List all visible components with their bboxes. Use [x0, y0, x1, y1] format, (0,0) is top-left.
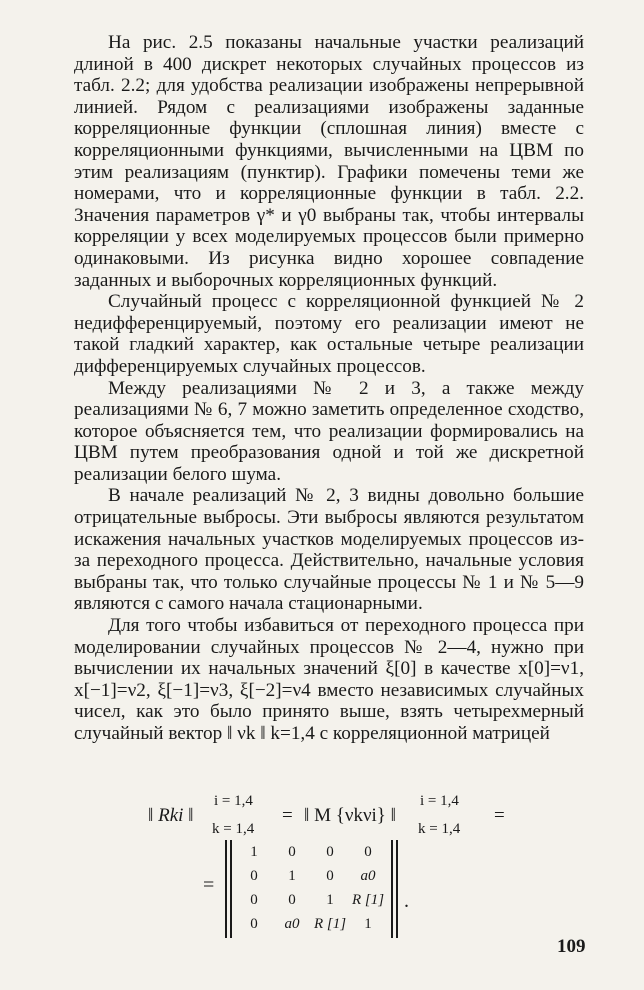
formula-rhs: ‖ M {νkνi} ‖ [304, 805, 397, 826]
formula-index-i-1: i = 1,4 [214, 793, 253, 809]
matrix-left-bar-1 [225, 840, 227, 938]
formula-index-k-1: k = 1,4 [212, 821, 255, 837]
paragraph-2: Случайный процесс с корреляционной функцией № 2 недифференцируемый, поэтому его реализации имеют не такой гладкий характер, как остальные четыре реализации дифференцируемых случайных процессов. [74, 291, 584, 377]
matrix-cell: 0 [326, 867, 334, 884]
formula-equals-2: = [494, 805, 505, 826]
matrix-cell: 1 [326, 891, 334, 908]
matrix-row [235, 864, 387, 888]
matrix-cell: 0 [326, 843, 334, 860]
matrix-cell: 0 [250, 915, 258, 932]
matrix-equals: = [203, 874, 215, 896]
matrix-cell: 1 [288, 867, 296, 884]
page-body [74, 32, 584, 745]
matrix-cell: R [1] [313, 915, 347, 932]
matrix-right-bar-1 [391, 840, 393, 938]
matrix-table [235, 840, 387, 936]
matrix-cell: 0 [288, 843, 296, 860]
matrix-cell: 0 [288, 891, 296, 908]
matrix-cell: 1 [364, 915, 372, 932]
paragraph-4: В начале реализаций № 2, 3 видны довольно большие отрицательные выбросы. Эти выбросы являются результатом искажения начальных участков моделируемых процессов из-за переходного процесса. Действительно, начальные условия выбраны так, что только случайные процессы № 1 и № 5—9 являются с самого начала стационарными. [74, 485, 584, 615]
matrix-cell: a0 [284, 915, 300, 932]
formula-index-k-2: k = 1,4 [418, 821, 461, 837]
formula-equals-1: = [282, 805, 293, 826]
matrix-cell: 0 [250, 891, 258, 908]
matrix-row [235, 840, 387, 864]
matrix-cell: 1 [250, 843, 258, 860]
page-number: 109 [557, 936, 586, 957]
paragraph-1: На рис. 2.5 показаны начальные участки реализаций длиной в 400 дискрет некоторых случайных процессов из табл. 2.2; для удобства реализации изображены непрерывной линией. Рядом с реализациями изображены заданные корреляционные функции (сплошная линия) вместе с корреляционными функциями, вычисленными на ЦВМ по этим реализациям (пунктир). Графики помечены теми же номерами, что и корреляционные функции в табл. 2.2. Значения параметров γ* и γ0 выбраны так, чтобы интервалы корреляции у всех моделируемых процессов были примерно одинаковыми. Из рисунка видно хорошее совпадение заданных и выборочных корреляционных функций. [74, 32, 584, 291]
matrix-cell: R [1] [351, 891, 385, 908]
correlation-matrix [203, 840, 418, 940]
matrix-cell: 0 [250, 867, 258, 884]
matrix-row [235, 888, 387, 912]
matrix-trailing-period: . [404, 890, 409, 912]
paragraph-5: Для того чтобы избавиться от переходного процесса при моделировании случайных процессов № 2—4, нужно при вычислении их начальных значений ξ[0] в качестве x[0]=ν1, x[−1]=ν2, ξ[−1]=ν3, ξ[−2]=ν4 вместо независимых случайных чисел, как это было принято выше, взять четырехмерный случайный вектор ‖ νk ‖ k=1,4 с корреляционной матрицей [74, 615, 584, 744]
matrix-cell: 0 [364, 843, 372, 860]
matrix-left-bar-2 [230, 840, 232, 938]
formula-lhs: ‖ Rki ‖ [148, 805, 194, 826]
formula-index-i-2: i = 1,4 [420, 793, 459, 809]
correlation-formula [148, 793, 528, 843]
paragraph-3: Между реализациями № 2 и 3, а также между реализациями № 6, 7 можно заметить определенное сходство, которое объясняется тем, что реализации формировались на ЦВМ путем преобразования одной и той же дискретной реализации белого шума. [74, 377, 584, 485]
matrix-row [235, 912, 387, 936]
matrix-cell: a0 [360, 867, 376, 884]
matrix-right-bar-2 [396, 840, 398, 938]
